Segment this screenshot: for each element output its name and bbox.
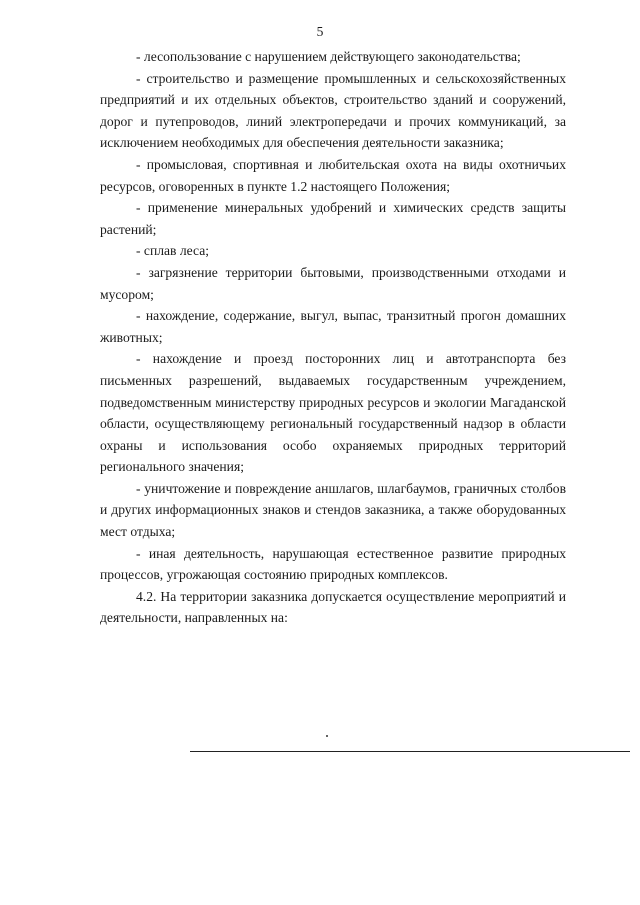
scan-dot bbox=[326, 735, 328, 737]
paragraph-pollution: - загрязнение территории бытовыми, производственными отходами и мусором; bbox=[100, 264, 566, 302]
paragraph-sign-damage: - уничтожение и повреждение аншлагов, шлагбаумов, граничных столбов и других информационных знаков и стендов заказника, а также оборудованных мест отдыха; bbox=[100, 480, 566, 540]
paragraph-fertilizers: - применение минеральных удобрений и химических средств защиты растений; bbox=[100, 200, 566, 237]
paragraph-other-activity: - иная деятельность, нарушающая естественное развитие природных процессов, угрожающая состоянию природных комплексов. bbox=[100, 545, 566, 583]
paragraph-construction: - строительство и размещение промышленных и сельскохозяйственных предприятий и их отдельных объектов, строительство зданий и сооружений, дорог и путепроводов, линий электропередачи и прочих коммуникаций, за исключением необходимых для обеспечения деятельности заказника; bbox=[100, 70, 566, 151]
document-body bbox=[100, 46, 566, 629]
footer-rule bbox=[190, 751, 630, 752]
paragraph-logging: - лесопользование с нарушением действующего законодательства; bbox=[136, 49, 521, 64]
paragraph-domestic-animals: - нахождение, содержание, выгул, выпас, транзитный прогон домашних животных; bbox=[100, 308, 566, 345]
paragraph-timber-rafting: - сплав леса; bbox=[136, 243, 210, 259]
paragraph-unauthorized-access: - нахождение и проезд посторонних лиц и автотранспорта без письменных разрешений, выдаваемых государственным учреждением, подведомственным министерству природных ресурсов и экологии Магаданской области, осуществляющему региональный государственный надзор в области охраны и использования особо охраняемых природных территорий регионального значения; bbox=[100, 351, 566, 475]
paragraph-section-4-2: 4.2. На территории заказника допускается осуществление мероприятий и деятельности, направленных на: bbox=[100, 588, 566, 626]
page-number: 5 bbox=[316, 24, 324, 39]
paragraph-hunting: - промысловая, спортивная и любительская охота на виды охотничьих ресурсов, оговоренных в пункте 1.2 настоящего Положения; bbox=[100, 156, 566, 194]
